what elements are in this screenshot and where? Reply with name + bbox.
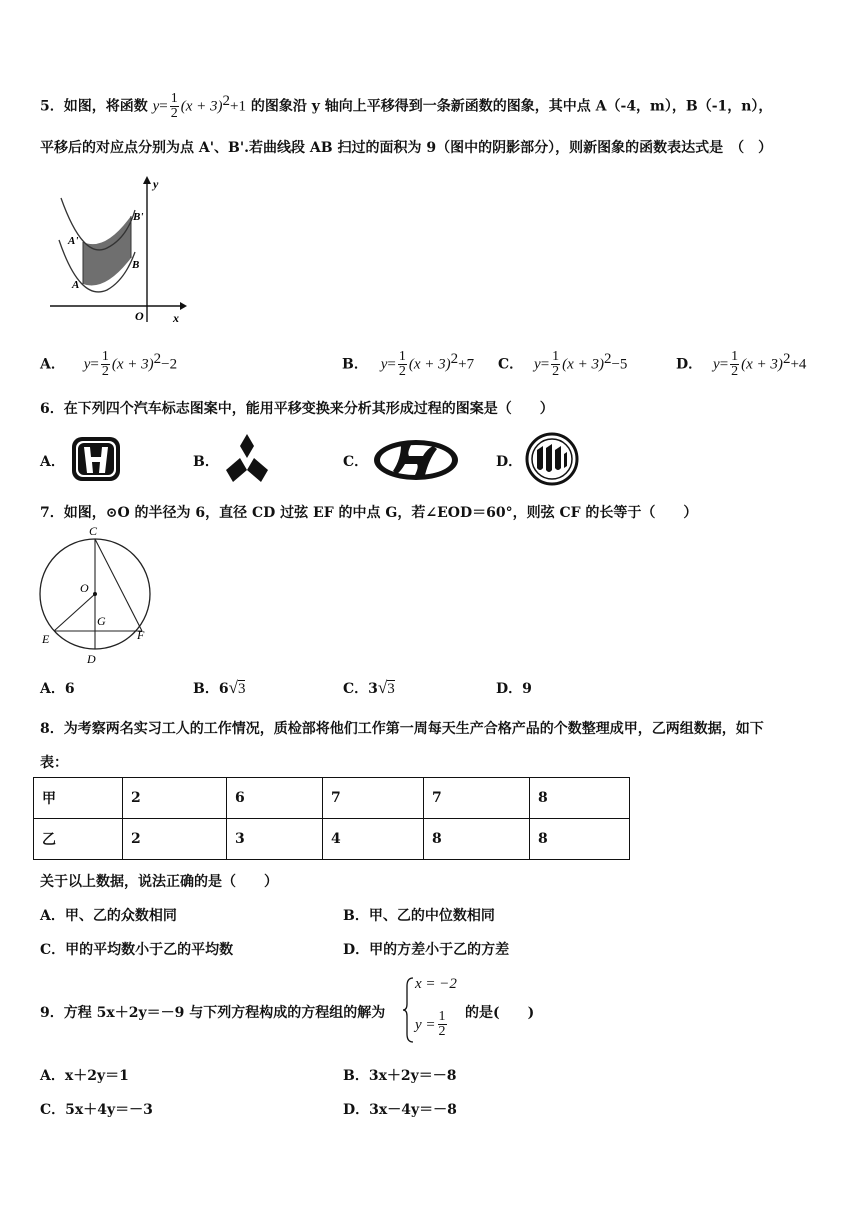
q7-option-a[interactable] [40,678,75,698]
q5-label-b: B [132,259,140,271]
q8-line1: 8．为考察两名实习工人的工作情况，质检部将他们工作第一周每天生产合格产品的个数整理成甲，乙两组数据，如下 [40,721,764,737]
q8-option-d[interactable]: D．甲的方差小于乙的方差 [343,942,510,958]
q5-option-c-tail: −5 [611,356,628,373]
q7-option-a-value: 6 [64,681,75,697]
q5-option-b-eq: = [387,356,396,373]
q5-label-y: y [153,177,159,191]
table-cell: 8 [424,819,530,860]
q5-option-c-num: 1 [552,349,560,364]
q5-option-d-body: (x + 3) [741,356,783,373]
q5-number: 5．如图，将函数 [40,98,148,115]
q8-option-c[interactable]: C．甲的平均数小于乙的平均数 [40,942,234,958]
q9-option-d[interactable]: D．3x－4y＝－8 [343,1102,457,1118]
q9-system-eq1: x = −2 [415,976,457,992]
q5-label-b-prime: B' [133,211,144,223]
q5-option-a-exp: 2 [153,350,162,367]
q7-label-g: G [97,614,106,628]
q6-text: 6．在下列四个汽车标志图案中，能用平移变换来分析其形成过程的图案是（ ） [40,401,554,417]
q5-option-b-frac [398,350,407,379]
q5-func-exp: 2 [222,92,231,109]
q7-option-d-label: D． [496,681,523,697]
q7-option-b[interactable] [193,678,245,698]
q9-option-b[interactable]: B．3x＋2y＝－8 [343,1068,457,1084]
q5-option-d-tail: +4 [790,356,807,373]
q5-option-d-exp: 2 [782,350,791,367]
q8-option-a[interactable]: A．甲、乙的众数相同 [40,908,177,924]
q9-option-c[interactable]: C．5x＋4y＝－3 [40,1102,153,1118]
q5-func-body: (x + 3) [180,98,223,115]
q8-option-b[interactable]: B．甲、乙的中位数相同 [343,908,495,924]
q5-option-c-label: C． [498,356,524,373]
q7-text: 7．如图，⊙O 的半径为 6，直径 CD 过弦 EF 的中点 G，若∠EOD＝60°，则弦 CF 的长等于（ ） [40,505,698,521]
q5-frac-den: 2 [170,106,178,121]
q5-option-b[interactable] [342,350,474,379]
q5-option-c-body: (x + 3) [562,356,604,373]
q5-label-a: A [72,279,80,291]
q7-option-b-coef: 6 [218,681,229,697]
q5-option-b-label: B． [342,356,368,373]
table-row [34,819,630,860]
q5-label-x: x [173,311,179,325]
q7-option-c-radicand: 3 [387,681,395,697]
q5-func-tail: +1 [230,98,247,115]
q5-option-c-y: y [534,356,541,373]
q5-option-d[interactable] [676,350,806,379]
q5-option-c-frac [551,350,560,379]
q7-segment-oe [54,594,95,631]
q7-label-d: D [87,652,96,665]
q5-option-b-y: y [380,356,388,373]
q9-system-eq2 [415,1010,449,1039]
table-row [34,778,630,819]
q5-option-d-den: 2 [731,364,739,379]
q5-label-a-prime: A' [68,235,79,247]
q7-option-b-label: B． [193,681,219,697]
q9-system-eq2-lhs: y = [415,1017,436,1033]
q7-option-d[interactable] [496,678,532,698]
q5-parabola-figure [45,172,190,332]
q7-option-b-radical-sign: √ [228,678,238,697]
q5-option-a-label: A． [40,356,65,373]
q7-option-c[interactable] [343,678,395,698]
q5-fraction [170,92,179,121]
q5-option-b-body: (x + 3) [408,356,451,373]
q5-option-d-frac [730,350,739,379]
q5-option-b-exp: 2 [450,350,459,367]
q5-frac-num: 1 [170,91,178,106]
q5-func-y: y [152,98,160,115]
q6-option-d-label[interactable]: D． [496,454,523,470]
q5-option-b-den: 2 [398,364,406,379]
q5-option-d-y: y [713,356,720,373]
q6-option-b-label[interactable]: B． [193,454,219,470]
q5-line1 [40,92,772,121]
q5-option-d-label: D． [676,356,703,373]
table-cell: 乙 [34,819,123,860]
q7-option-c-radical-sign: √ [377,678,388,697]
q7-center-dot [93,592,97,596]
q9-brace-icon [402,976,414,1044]
table-cell: 2 [123,778,227,819]
q9-system-eq2-den: 2 [438,1024,446,1039]
q5-option-d-num: 1 [731,349,739,364]
q9-option-a[interactable]: A．x＋2y＝1 [40,1068,129,1084]
q5-line1-rest: 的图象沿 y 轴向上平移得到一条新函数的图象，其中点 A（-4，m），B（-1，n）， [250,98,773,115]
table-cell: 7 [323,778,424,819]
q9-system-eq2-frac [438,1010,447,1039]
q7-option-c-coef: 3 [368,681,378,697]
q7-option-d-value: 9 [522,681,532,697]
q5-option-c-den: 2 [552,364,560,379]
q5-option-b-tail: +7 [458,356,475,373]
q8-question: 关于以上数据，说法正确的是（ ） [40,874,278,890]
q5-x-arrow [180,302,187,310]
q5-label-o: O [135,309,144,323]
q8-line2: 表： [40,755,68,771]
q5-option-a-tail: −2 [161,356,178,373]
table-cell: 8 [530,778,630,819]
q6-option-c-label[interactable]: C． [343,454,369,470]
hyundai-logo-icon[interactable] [371,437,461,483]
q5-option-a-eq: = [90,356,99,373]
q5-y-arrow [143,176,151,184]
q9-pre: 9．方程 5x＋2y＝－9 与下列方程构成的方程组的解为 [40,1005,386,1021]
q7-option-c-label: C． [343,681,369,697]
q5-option-c[interactable] [498,350,627,379]
table-cell: 8 [530,819,630,860]
q5-option-a-frac [101,350,110,379]
q7-label-e: E [42,632,50,646]
q5-option-b-num: 1 [398,349,406,364]
honda-logo-icon[interactable] [70,435,122,483]
q7-circle-figure [38,523,158,665]
q5-option-a[interactable] [40,350,177,379]
q9-system-eq2-num: 1 [438,1009,446,1024]
table-cell: 7 [424,778,530,819]
q7-label-o: O [80,581,89,595]
table-cell: 甲 [34,778,123,819]
table-cell: 3 [227,819,323,860]
q7-option-a-label: A． [40,681,65,697]
q6-option-a-label[interactable]: A． [40,454,65,470]
q5-option-c-exp: 2 [603,350,612,367]
buick-logo-icon[interactable] [525,432,579,486]
q5-option-a-num: 1 [101,349,109,364]
q5-func-eq: = [159,98,168,115]
q7-label-f: F [137,628,145,642]
q8-data-table [33,777,630,860]
q5-option-c-eq: = [540,356,550,373]
q7-label-c: C [89,524,98,538]
q5-line2: 平移后的对应点分别为点 A'、B'.若曲线段 AB 扫过的面积为 9（图中的阴影部分），则新图象的函数表达式是 （ ） [40,140,773,156]
q5-option-d-eq: = [719,356,729,373]
q5-option-a-den: 2 [101,364,109,379]
table-cell: 2 [123,819,227,860]
q5-option-a-body: (x + 3) [111,356,154,373]
q5-option-a-y: y [83,356,91,373]
mitsubishi-logo-icon[interactable] [219,432,275,484]
q9-post: 的是( ) [465,1005,535,1021]
table-cell: 6 [227,778,323,819]
q7-option-b-radicand: 3 [237,681,246,697]
table-cell: 4 [323,819,424,860]
